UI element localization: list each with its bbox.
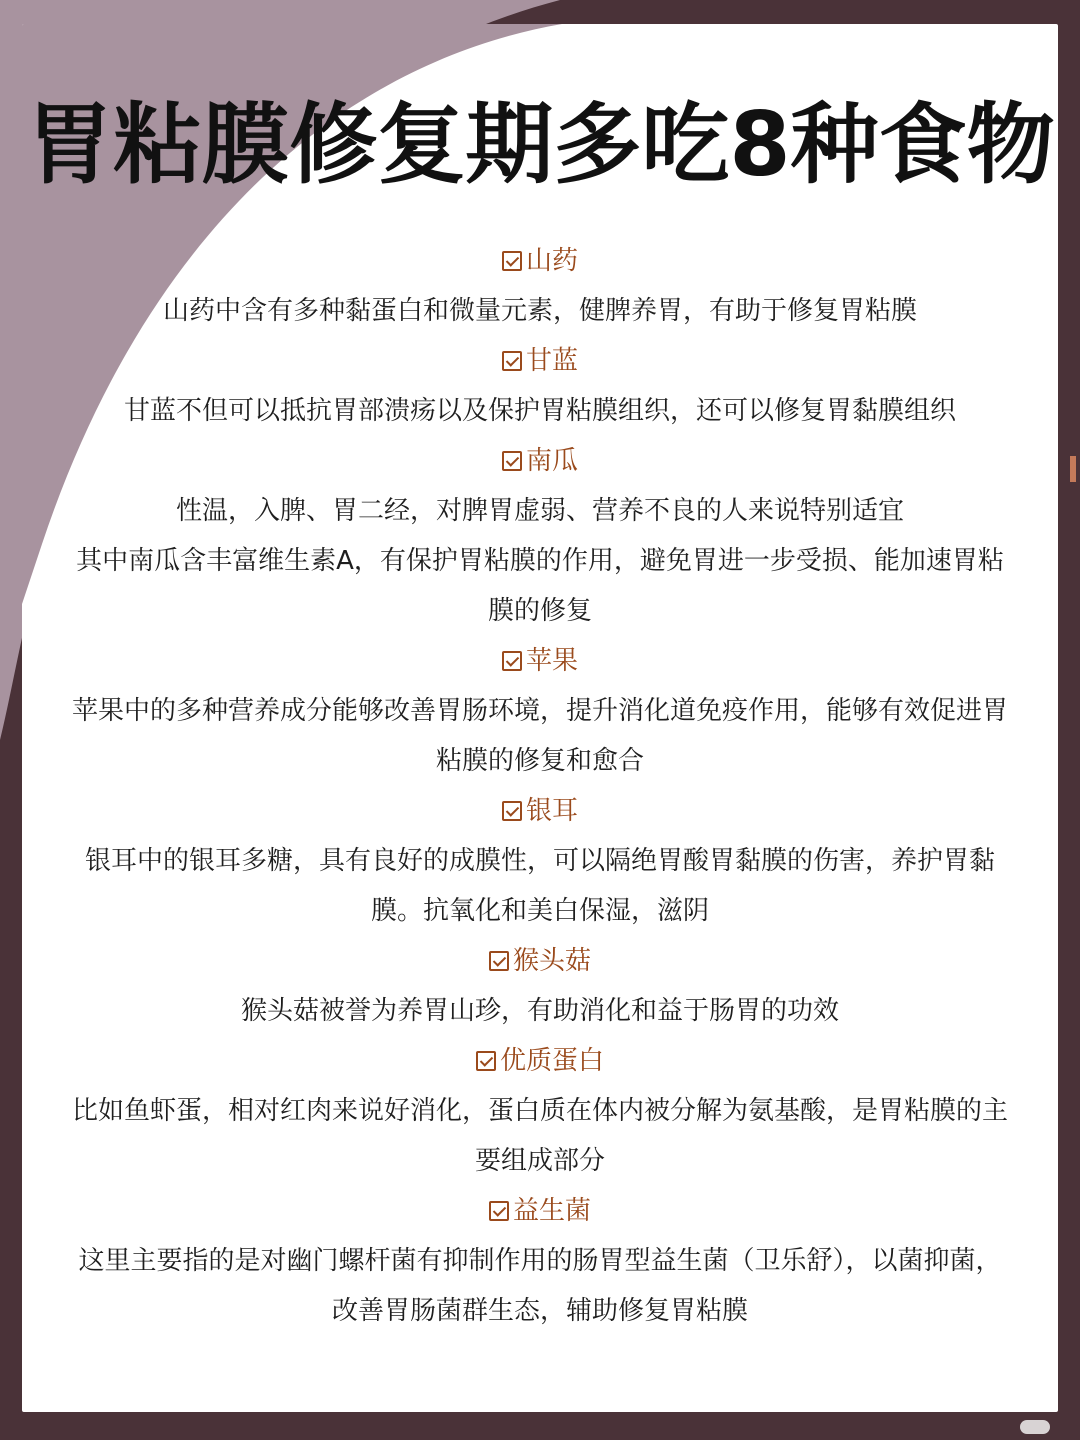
item-name: 优质蛋白 — [499, 1046, 604, 1076]
item-description-line: 性温，入脾、胃二经，对脾胃虚弱、营养不良的人来说特别适宜 — [175, 496, 904, 526]
item-name: 猴头菇 — [512, 946, 591, 976]
item-heading — [22, 336, 1058, 386]
item-heading — [22, 236, 1058, 286]
checkbox-checked-icon — [502, 451, 522, 471]
item-heading — [22, 786, 1058, 836]
item-description-line: 其中南瓜含丰富维生素A，有保护胃粘膜的作用，避免胃进一步受损、能加速胃粘 — [76, 546, 1004, 576]
item-description-line: 甘蓝不但可以抵抗胃部溃疡以及保护胃粘膜组织，还可以修复胃黏膜组织 — [123, 396, 956, 426]
item-description-line: 要组成部分 — [474, 1146, 605, 1176]
item-description-line: 膜的修复 — [487, 596, 592, 626]
checkbox-checked-icon — [502, 251, 522, 271]
watermark-badge — [1020, 1420, 1050, 1434]
page-title: 胃粘膜修复期多吃8种食物 — [25, 93, 1055, 196]
side-marker — [1070, 456, 1076, 482]
item-description-line: 苹果中的多种营养成分能够改善胃肠环境，提升消化道免疫作用，能够有效促进胃 — [71, 696, 1008, 726]
item-description-line: 改善胃肠菌群生态，辅助修复胃粘膜 — [331, 1296, 748, 1326]
checkbox-checked-icon — [502, 351, 522, 371]
item-description-line: 猴头菇被誉为养胃山珍，有助消化和益于肠胃的功效 — [240, 996, 839, 1026]
item-name: 苹果 — [525, 646, 578, 676]
item-description-line: 山药中含有多种黏蛋白和微量元素，健脾养胃，有助于修复胃粘膜 — [162, 296, 917, 326]
item-description-line: 粘膜的修复和愈合 — [435, 746, 644, 776]
item-heading — [22, 436, 1058, 486]
checkbox-checked-icon — [489, 951, 509, 971]
item-description-line: 这里主要指的是对幽门螺杆菌有抑制作用的肠胃型益生菌（卫乐舒），以菌抑菌， — [78, 1246, 1002, 1276]
checkbox-checked-icon — [502, 801, 522, 821]
item-name: 甘蓝 — [525, 346, 578, 376]
checkbox-checked-icon — [502, 651, 522, 671]
item-heading — [22, 1036, 1058, 1086]
item-name: 银耳 — [525, 796, 578, 826]
item-description-line: 膜。抗氧化和美白保湿，滋阴 — [370, 896, 709, 926]
checkbox-checked-icon — [476, 1051, 496, 1071]
food-list — [22, 236, 1058, 1336]
item-description-line: 比如鱼虾蛋，相对红肉来说好消化，蛋白质在体内被分解为氨基酸，是胃粘膜的主 — [71, 1096, 1008, 1126]
item-name: 南瓜 — [525, 446, 578, 476]
item-heading — [22, 1186, 1058, 1236]
item-name: 益生菌 — [512, 1196, 591, 1226]
item-description-line: 银耳中的银耳多糖，具有良好的成膜性，可以隔绝胃酸胃黏膜的伤害，养护胃黏 — [84, 846, 995, 876]
item-heading — [22, 636, 1058, 686]
item-name: 山药 — [525, 246, 578, 276]
item-heading — [22, 936, 1058, 986]
checkbox-checked-icon — [489, 1201, 509, 1221]
